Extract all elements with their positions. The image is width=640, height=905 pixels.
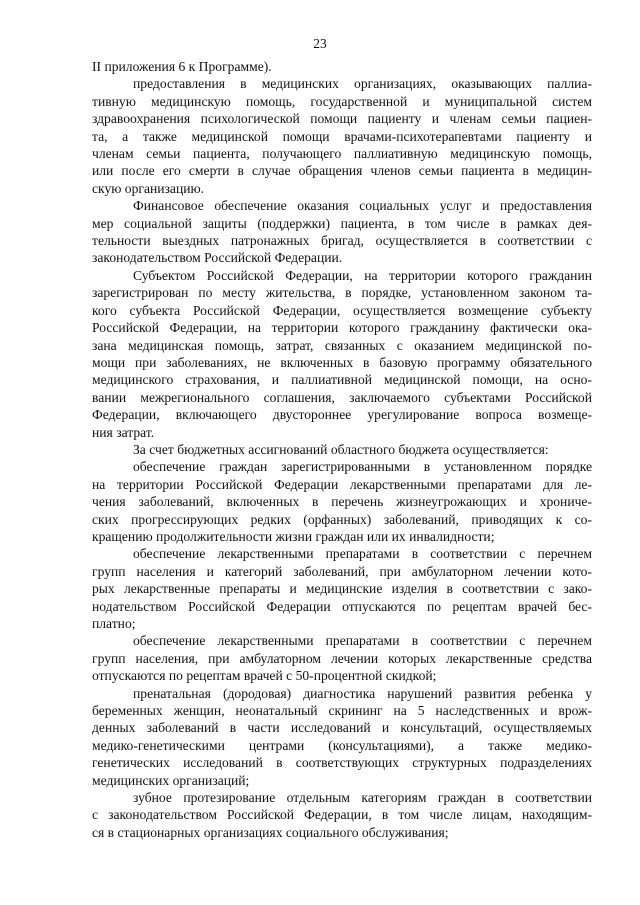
text-line: или после его смерти в случае обращения членов семьи пациента в медицин- (92, 163, 592, 179)
text-line: кого субъекта Российской Федерации, осуществляется возмещение субъекту (92, 302, 592, 318)
text-line: отпускаются по рецептам врачей с 50-процентной скидкой; (92, 668, 437, 684)
text-line: рых лекарственные препараты и медицинские изделия в соответствии с зако- (92, 581, 592, 597)
text-line: II приложения 6 к Программе). (92, 59, 272, 74)
paragraph (92, 441, 592, 458)
text-line: с законодательством Российской Федерации, в том числе лицам, находящим- (92, 807, 592, 823)
text-line: медико-генетическими центрами (консультациями), а также медико- (92, 737, 592, 753)
text-line: Финансовое обеспечение оказания социальных услуг и предоставления (133, 198, 592, 214)
text-line: обеспечение лекарственными препаратами в соответствии с перечнем (133, 546, 592, 562)
text-line: За счет бюджетных ассигнований областного бюджета осуществляется: (133, 441, 549, 457)
text-line: нодательством Российской Федерации отпускаются по рецептам врачей бес- (92, 598, 592, 614)
text-line: скую организацию. (92, 180, 205, 196)
text-line: ских прогрессирующих редких (орфанных) заболеваний, приводящих к со- (92, 511, 592, 527)
text-line: зубное протезирование отдельным категориям граждан в соответствии (133, 790, 592, 806)
text-line: пренатальная (дородовая) диагностика нарушений развития ребенка у (133, 685, 592, 701)
text-line: членам семьи пациента, получающего паллиативную медицинскую помощь, (92, 146, 592, 162)
text-line: медицинского страхования, и паллиативной медицинской помощи, на осно- (92, 372, 592, 388)
text-line: мер социальной защиты (поддержки) пациента, в том числе в рамках дея- (92, 215, 592, 231)
text-line: законодательством Российской Федерации. (92, 250, 343, 266)
text-line: вании межрегионального соглашения, заключаемого субъектами Российской (92, 389, 592, 405)
text-line: ния затрат. (92, 424, 155, 440)
document-body (92, 58, 592, 841)
paragraph (92, 545, 592, 632)
text-line: зана медицинская помощь, затрат, связанных с оказанием медицинской по- (92, 337, 592, 353)
text-line: обеспечение граждан зарегистрированными в установленном порядке (133, 459, 592, 475)
text-line: ся в стационарных организациях социального обслуживания; (92, 824, 449, 840)
paragraph (92, 685, 592, 789)
text-line: обеспечение лекарственными препаратами в соответствии с перечнем (133, 633, 592, 649)
text-line: на территории Российской Федерации лекарственными препаратами для ле- (92, 476, 592, 492)
paragraph (92, 267, 592, 441)
text-line: медицинских организаций; (92, 772, 250, 788)
text-line: групп населения и категорий заболеваний, при амбулаторном лечении кото- (92, 563, 592, 579)
text-line: кращению продолжительности жизни граждан или их инвалидности; (92, 528, 495, 544)
paragraph (92, 458, 592, 545)
text-line: тивную медицинскую помощь, государственной и муниципальной систем (92, 93, 592, 109)
paragraph (92, 75, 592, 197)
text-line: денных заболеваний в части исследований и консультаций, осуществляемых (92, 720, 592, 736)
text-line: Федерации, включающего двустороннее урегулирование вопроса возмеще- (92, 407, 592, 423)
text-line: Российской Федерации, на территории которого гражданину фактически ока- (92, 320, 592, 336)
text-line: предоставления в медицинских организациях, оказывающих паллиа- (133, 76, 592, 92)
paragraph (92, 789, 592, 841)
text-line: мощи при заболеваниях, не включенных в базовую программу обязательного (92, 354, 592, 370)
paragraph (92, 197, 592, 267)
page-number: 23 (313, 36, 327, 51)
text-line: та, а также медицинской помощи врачами-психотерапевтами пациенту и (92, 128, 592, 144)
text-line: платно; (92, 616, 136, 631)
text-line: чения заболеваний, включенных в перечень жизнеугрожающих и хрониче- (92, 494, 592, 510)
text-line: зарегистрирован по месту жительства, в порядке, установленном законом та- (92, 285, 592, 301)
text-line: здравоохранения психологической помощи пациенту и членам семьи пациен- (92, 111, 592, 127)
text-line: генетических исследований в соответствующих структурных подразделениях (92, 755, 592, 771)
paragraph (92, 632, 592, 684)
text-line: групп населения, при амбулаторном лечении которых лекарственные средства (92, 650, 592, 666)
paragraph (92, 58, 592, 75)
text-line: Субъектом Российской Федерации, на территории которого гражданин (133, 267, 592, 283)
text-line: беременных женщин, неонатальный скрининг на 5 наследственных и врож- (92, 703, 592, 719)
text-line: тельности выездных патронажных бригад, осуществляется в соответствии с (92, 233, 592, 249)
